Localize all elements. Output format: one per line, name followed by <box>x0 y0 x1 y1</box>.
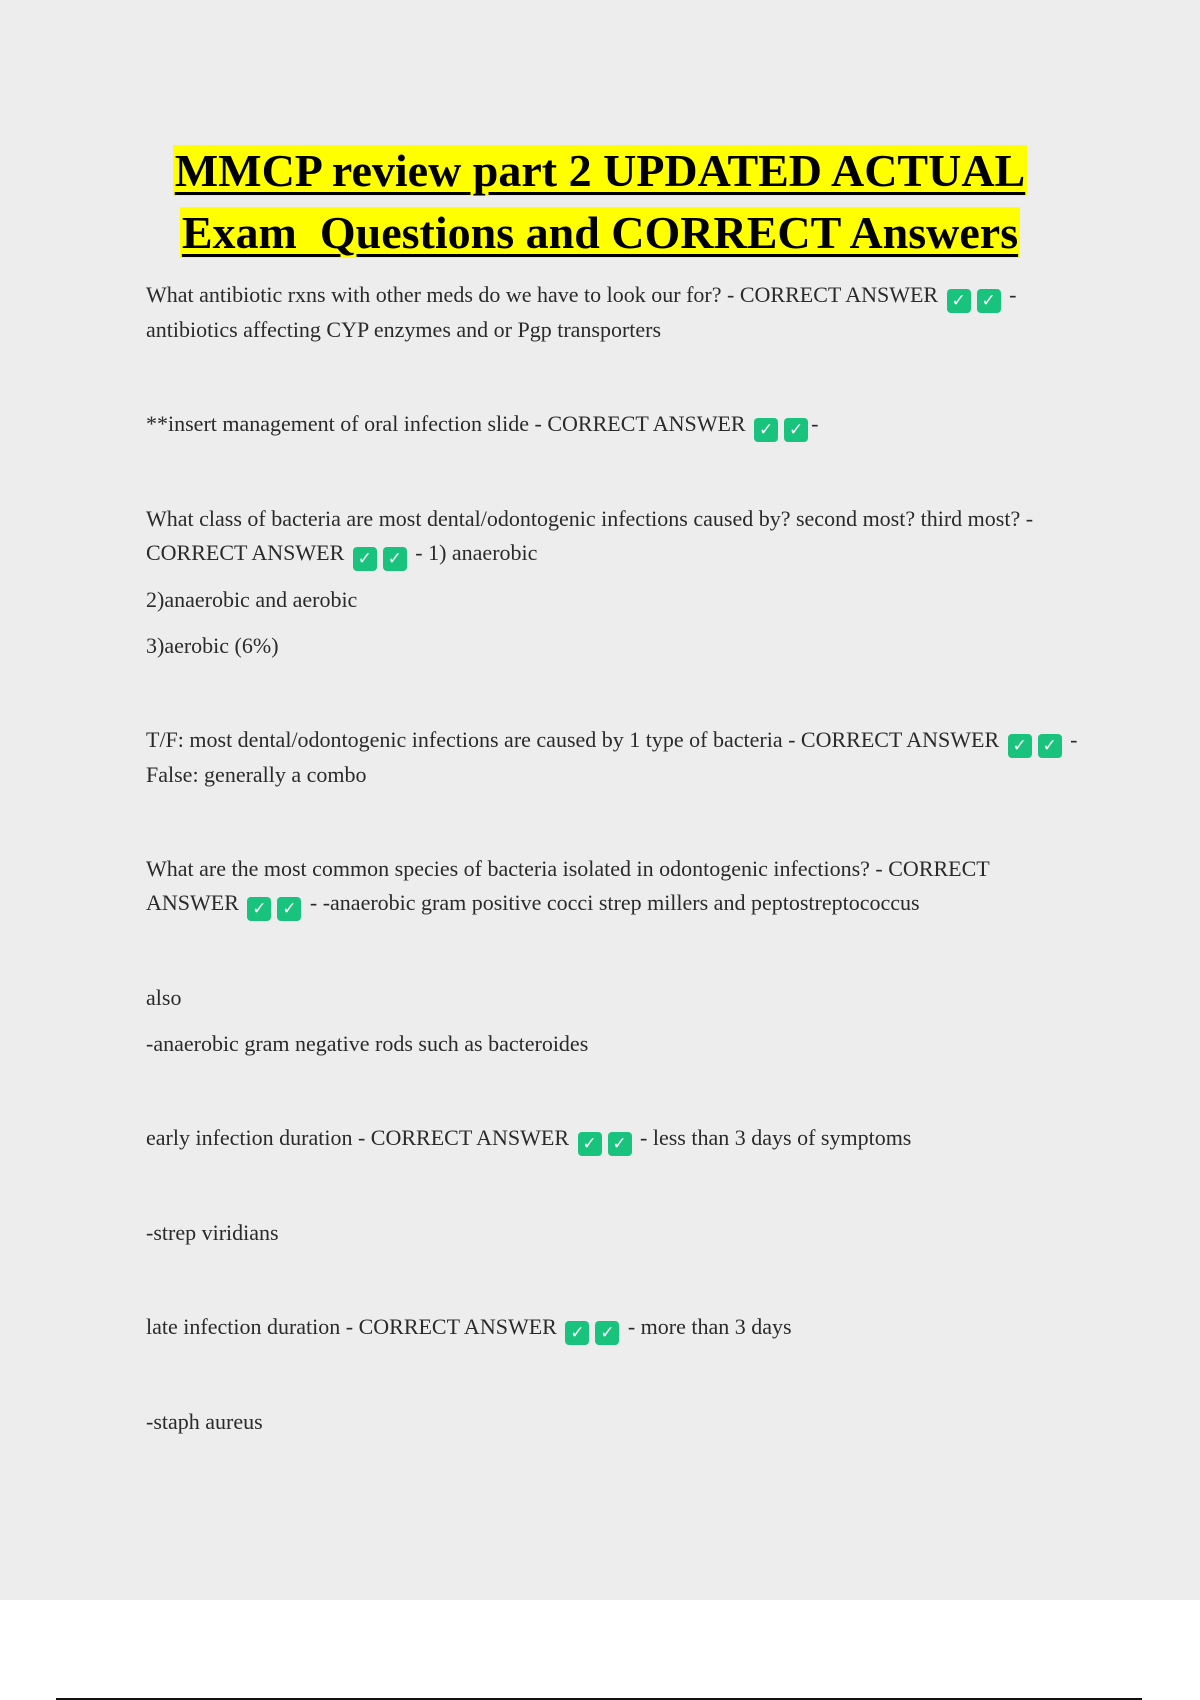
check-icon: ✓ <box>277 897 301 921</box>
check-icon: ✓ <box>977 289 1001 313</box>
qa-item-2 <box>146 407 1086 442</box>
qa-item-4 <box>146 723 1086 792</box>
question-text: **insert management of oral infection slide - CORRECT ANSWER <box>146 411 746 436</box>
qa-item-3 <box>146 502 1086 571</box>
answer-text: - False: generally a combo <box>146 727 1078 787</box>
answer-text: - more than 3 days <box>627 1314 792 1339</box>
document-title <box>0 140 1200 264</box>
answer-text: - <box>811 411 819 436</box>
check-icon: ✓ <box>1038 734 1062 758</box>
check-icon: ✓ <box>595 1321 619 1345</box>
check-icon: ✓ <box>383 547 407 571</box>
question-text: T/F: most dental/odontogenic infections are caused by 1 type of bacteria - CORRECT ANSWER <box>146 727 1000 752</box>
answer-line: 3)aerobic (6%) <box>146 633 279 658</box>
check-icon: ✓ <box>565 1321 589 1345</box>
question-text: early infection duration - CORRECT ANSWER <box>146 1125 570 1150</box>
answer-text: - less than 3 days of symptoms <box>640 1125 912 1150</box>
check-icon: ✓ <box>608 1132 632 1156</box>
check-icon: ✓ <box>247 897 271 921</box>
answer-text: - antibiotics affecting CYP enzymes and or Pgp transporters <box>146 282 1017 342</box>
qa-list <box>146 278 1086 1439</box>
qa-item-7 <box>146 1310 1086 1345</box>
qa-item-5 <box>146 852 1086 921</box>
check-icon: ✓ <box>1008 734 1032 758</box>
qa-item-1 <box>146 278 1086 347</box>
check-icon: ✓ <box>947 289 971 313</box>
answer-line: -anaerobic gram negative rods such as bacteroides <box>146 1031 589 1056</box>
answer-line: also <box>146 985 182 1010</box>
check-icon: ✓ <box>754 418 778 442</box>
qa-item-6 <box>146 1121 1086 1156</box>
check-icon: ✓ <box>353 547 377 571</box>
check-icon: ✓ <box>784 418 808 442</box>
question-text: What class of bacteria are most dental/odontogenic infections caused by? second most? third most? - CORRECT ANSWER <box>146 506 1034 565</box>
question-text: late infection duration - CORRECT ANSWER <box>146 1314 557 1339</box>
question-text: What are the most common species of bacteria isolated in odontogenic infections? - CORRECT ANSWER <box>146 856 990 915</box>
answer-note: -staph aureus <box>146 1409 263 1434</box>
check-icon: ✓ <box>578 1132 602 1156</box>
title-line-1: MMCP review part 2 UPDATED ACTUAL <box>174 145 1026 196</box>
answer-text: - -anaerobic gram positive cocci strep millers and peptostreptococcus <box>309 890 920 915</box>
answer-note: -strep viridians <box>146 1220 279 1245</box>
question-text: What antibiotic rxns with other meds do we have to look our for? - CORRECT ANSWER <box>146 282 939 307</box>
title-line-2: Exam Questions and CORRECT Answers <box>181 207 1019 258</box>
answer-line: 2)anaerobic and aerobic <box>146 587 358 612</box>
answer-text: - 1) anaerobic <box>415 540 538 565</box>
